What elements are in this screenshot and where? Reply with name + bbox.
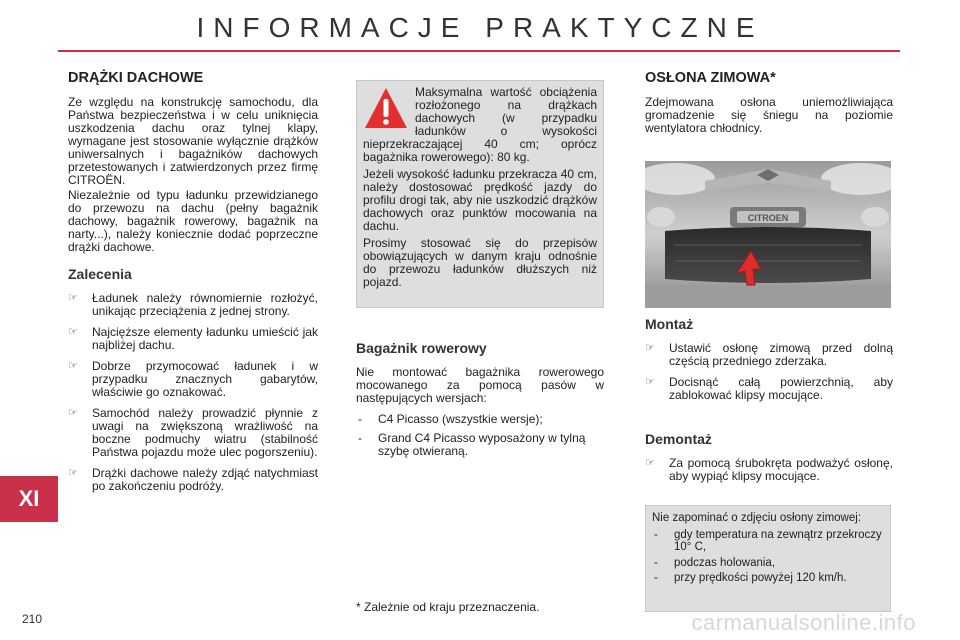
watermark: carmanualsonline.info: [691, 610, 916, 635]
car-front-illustration: [645, 161, 891, 308]
finger-pointer-icon: ☞: [68, 407, 78, 419]
list-item: ☞ Docisnąć całą powierzchnią, aby zablokować klipsy mocujące.: [645, 375, 893, 402]
roof-bars-column: [68, 70, 318, 501]
roof-bars-para-2: Niezależnie od typu ładunku przewidzianego do przewozu na dachu (pełny bagażnik dachowy, bagażnik rowerowy, bagażnik na narty...), należy koniecznie dodać poprzeczne drążki dachowe.: [68, 188, 318, 254]
warning-exclamation-icon: [363, 86, 409, 130]
winter-cover-column: [645, 70, 893, 137]
footnote: * Zależnie od kraju przeznaczenia.: [356, 600, 540, 614]
finger-pointer-icon: ☞: [68, 467, 78, 479]
bike-rack-list: [356, 413, 604, 458]
list-item: ☞ Za pomocą śrubokręta podważyć osłonę, aby wypiąć klipsy mocujące.: [645, 456, 893, 483]
list-item: - C4 Picasso (wszystkie wersje);: [358, 412, 543, 426]
warning-para-2: Jeżeli wysokość ładunku przekracza 40 cm, należy dostosować prędkość jazdy do profilu drogi tak, aby nie uszkodzić drążków dachowych oraz punktów mocowania na dachu.: [363, 167, 597, 233]
warning-para-3: Prosimy stosować się do przepisów obowiązujących w danym kraju odnośnie do przewozu ładunków dłuższych niż pojazd.: [363, 236, 597, 289]
list-item: ☞ Dobrze przymocować ładunek i w przypadku znacznych gabarytów, właściwie go oznakować.: [68, 359, 318, 399]
list-item: ☞ Ładunek należy równomiernie rozłożyć, unikając przeciążenia z jednej strony.: [68, 291, 318, 318]
winter-cover-title: OSŁONA ZIMOWA*: [645, 70, 776, 86]
finger-pointer-icon: ☞: [68, 292, 78, 304]
note-intro: Nie zapominać o zdjęciu osłony zimowej:: [652, 512, 862, 524]
list-item: ☞ Samochód należy prowadzić płynnie z uwagi na zwiększoną wrażliwość na boczne podmuchy wiatru (stabilność Państwa pojazdu może ulec pogorszeniu).: [68, 406, 318, 459]
mount-list: [645, 342, 893, 402]
warning-para-1: Maksymalna wartość obciążenia rozłożonego na drążkach dachowych (w przypadku ładunków o wysokości nieprzekraczającej 40 cm; oprócz bagażnika rowerowego): 80 kg.: [363, 85, 597, 164]
note-box: [645, 505, 891, 612]
finger-pointer-icon: ☞: [645, 376, 655, 388]
roof-bars-title: DRĄŻKI DACHOWE: [68, 70, 204, 86]
recommendations-list: [68, 292, 318, 493]
page-number: 210: [22, 612, 43, 626]
list-item: - Grand C4 Picasso wyposażony w tylną szybę otwieraną.: [358, 431, 586, 458]
mount-section: [645, 316, 893, 410]
list-item: - gdy temperatura na zewnątrz przekroczy 10° C,: [654, 528, 882, 553]
warning-box: [356, 80, 604, 308]
finger-pointer-icon: ☞: [645, 457, 655, 469]
finger-pointer-icon: ☞: [68, 360, 78, 372]
car-front-photo: [645, 161, 891, 308]
bike-rack-section: [356, 340, 604, 464]
finger-pointer-icon: ☞: [645, 342, 655, 354]
finger-pointer-icon: ☞: [68, 326, 78, 338]
mount-title: Montaż: [645, 316, 694, 332]
citroen-badge-text: CITROEN: [747, 213, 789, 223]
page-header-title: INFORMACJE PRAKTYCZNE: [196, 12, 764, 43]
dismount-section: [645, 431, 893, 491]
chapter-tab: XI: [0, 476, 58, 522]
list-item: ☞ Najcięższe elementy ładunku umieścić jak najbliżej dachu.: [68, 325, 318, 352]
header-rule: [58, 50, 900, 52]
note-list: [652, 529, 884, 585]
list-item: - przy prędkości powyżej 120 km/h.: [654, 572, 847, 584]
list-item: - podczas holowania,: [654, 556, 776, 569]
roof-bars-para-1: Ze względu na konstrukcję samochodu, dla Państwa bezpieczeństwa i w celu uniknięcia uszkodzenia dachu oraz tylnej klapy, wymagane jest stosowanie wyłącznie drążków uniwersalnych i bagażników dachowych przetestowanych i zatwierdzonych przez firmę CITROËN.: [68, 95, 318, 187]
winter-cover-intro: Zdejmowana osłona uniemożliwiająca gromadzenie się śniegu na poziomie wentylatora chłodnicy.: [645, 95, 893, 135]
bike-rack-intro: Nie montować bagażnika rowerowego mocowanego za pomocą pasów w następujących wersjach:: [356, 365, 604, 405]
list-item: ☞ Drążki dachowe należy zdjąć natychmiast po zakończeniu podróży.: [68, 466, 318, 493]
recommendations-title: Zalecenia: [68, 266, 132, 282]
dismount-title: Demontaż: [645, 431, 712, 447]
dismount-list: [645, 457, 893, 483]
list-item: ☞ Ustawić osłonę zimową przed dolną częścią przedniego zderzaka.: [645, 341, 893, 368]
bike-rack-title: Bagażnik rowerowy: [356, 340, 487, 356]
